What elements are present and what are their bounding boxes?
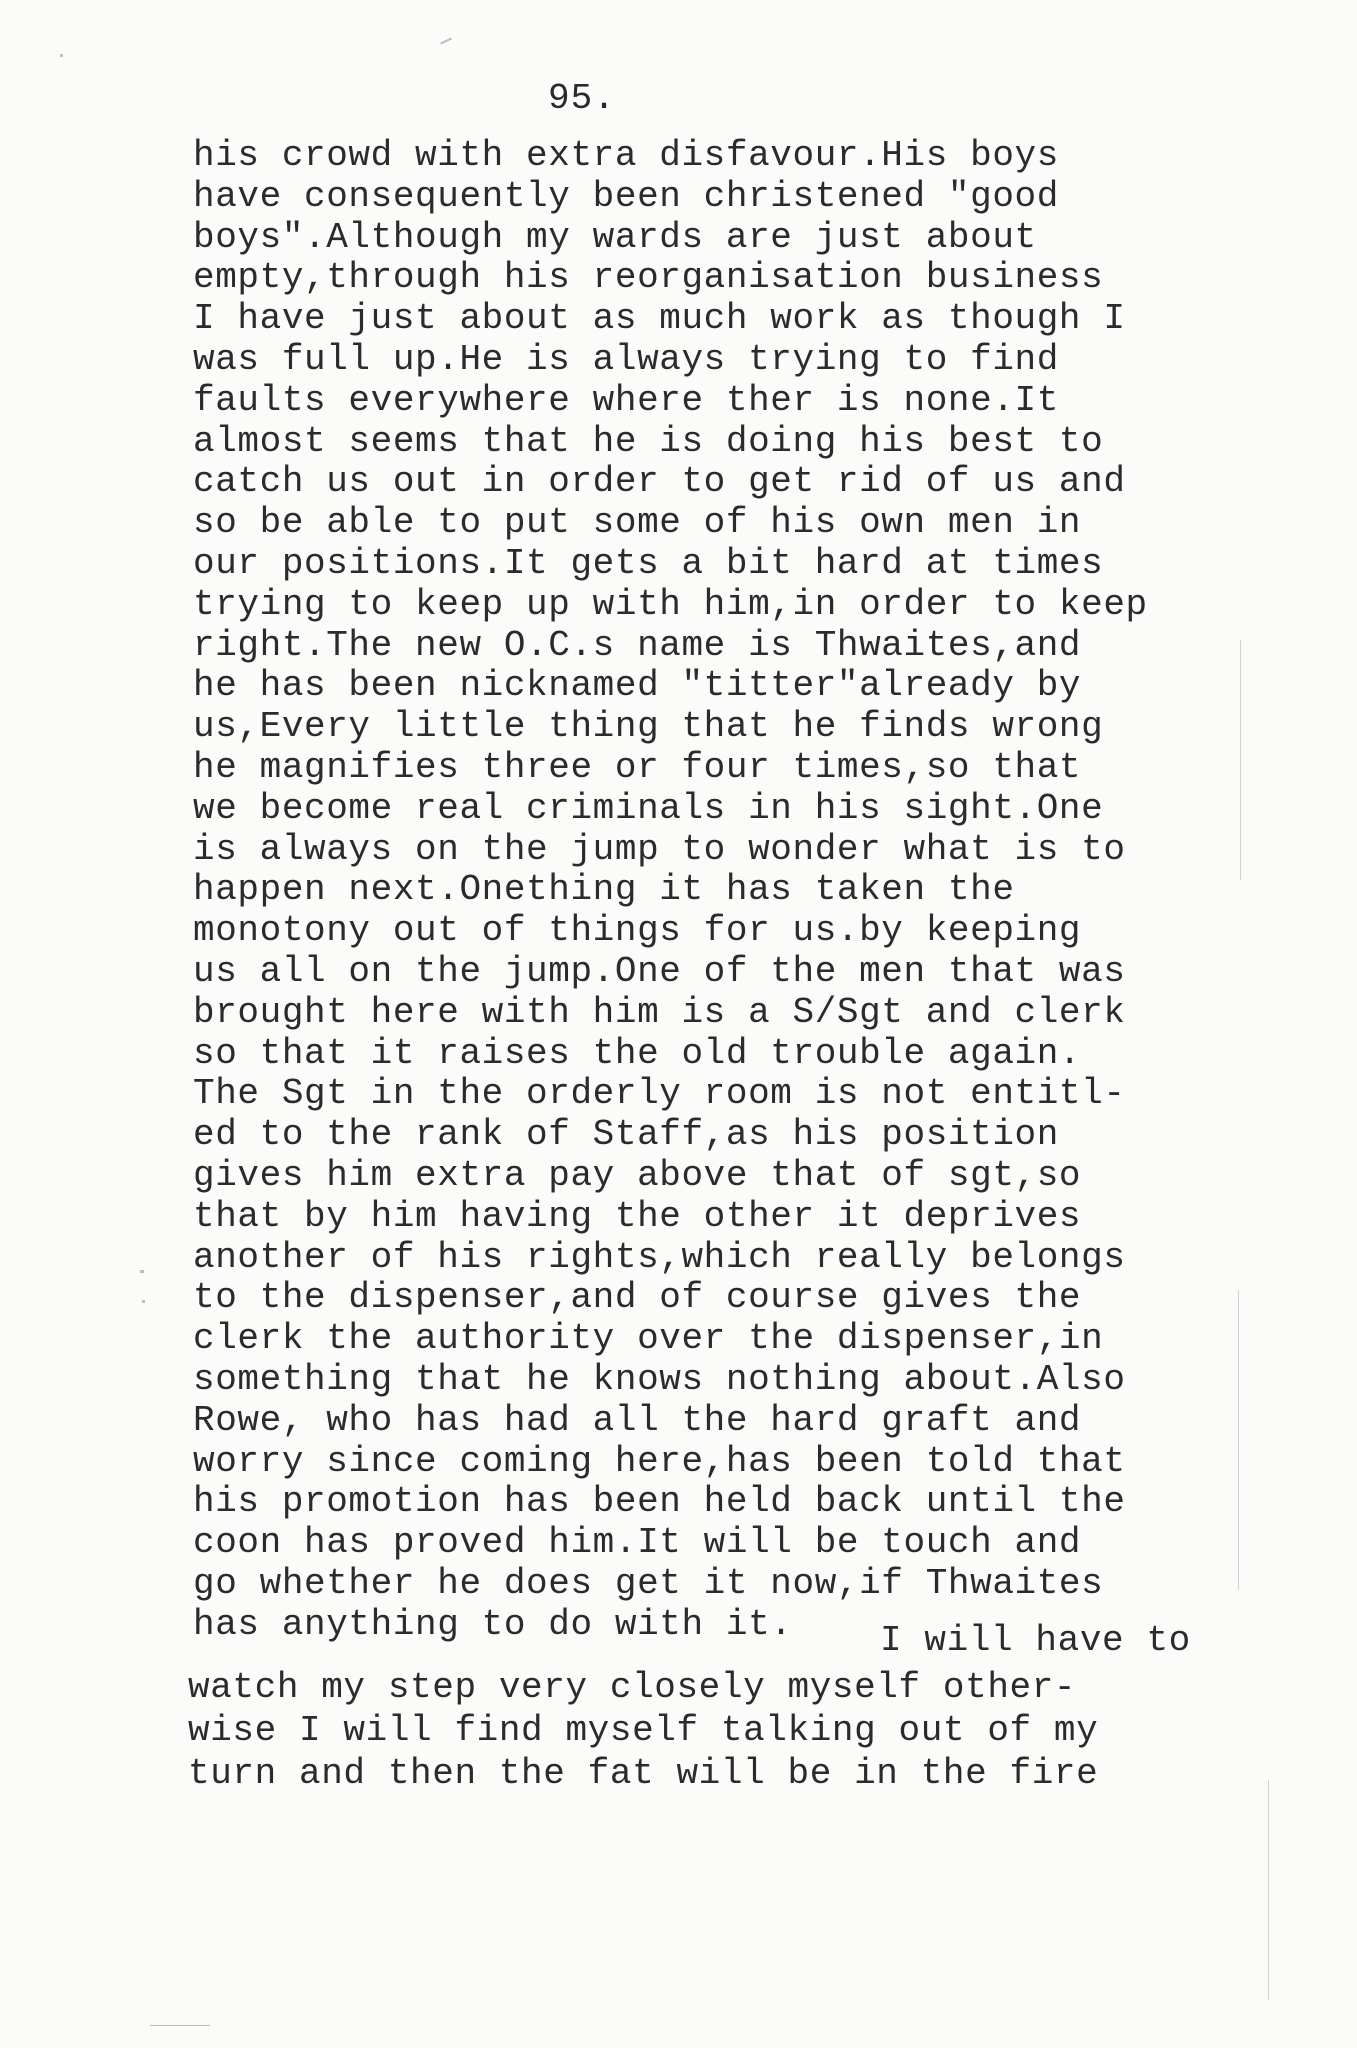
text-line: catch us out in order to get rid of us and — [193, 461, 1126, 503]
scan-speck — [140, 1270, 144, 1273]
text-line: he has been nicknamed "titter"already by — [193, 665, 1082, 707]
text-line: I have just about as much work as though I — [193, 298, 1126, 340]
text-line: faults everywhere where ther is none.It — [193, 379, 1059, 421]
text-line: Rowe, who has had all the hard graft and — [193, 1399, 1082, 1441]
text-line: so be able to put some of his own men in — [193, 502, 1082, 544]
text-line: has anything to do with it. — [193, 1603, 793, 1645]
text-line: us all on the jump.One of the men that was — [193, 950, 1126, 992]
text-line: our positions.It gets a bit hard at times — [193, 542, 1104, 584]
text-line: that by him having the other it deprives — [193, 1195, 1082, 1237]
text-line: us,Every little thing that he finds wrong — [193, 706, 1104, 748]
typed-text-tail — [188, 1666, 1328, 1795]
text-line: empty,through his reorganisation business — [193, 257, 1104, 299]
text-line: almost seems that he is doing his best to — [193, 420, 1104, 462]
scan-speck — [142, 1300, 145, 1303]
scan-speck — [60, 54, 63, 57]
text-line: right.The new O.C.s name is Thwaites,and — [193, 624, 1082, 666]
text-line: The Sgt in the orderly room is not entitl- — [193, 1073, 1126, 1115]
text-line: gives him extra pay above that of sgt,so — [193, 1154, 1082, 1196]
text-line-continuation: I will have to — [880, 1620, 1191, 1661]
text-line: ed to the rank of Staff,as his position — [193, 1114, 1059, 1156]
text-line: wise I will find myself talking out of my — [188, 1710, 1099, 1751]
text-line: clerk the authority over the dispenser,in — [193, 1318, 1104, 1360]
text-line: something that he knows nothing about.Also — [193, 1358, 1126, 1400]
text-line: so that it raises the old trouble again. — [193, 1032, 1082, 1074]
text-line: monotony out of things for us.by keeping — [193, 910, 1082, 952]
text-line: is always on the jump to wonder what is to — [193, 828, 1126, 870]
text-line: worry since coming here,has been told that — [193, 1440, 1126, 1482]
scan-speck — [150, 2025, 210, 2026]
page-edge-line — [1268, 1780, 1269, 2000]
text-line: was full up.He is always trying to find — [193, 338, 1059, 380]
text-line: turn and then the fat will be in the fire — [188, 1753, 1099, 1794]
text-line: happen next.Onething it has taken the — [193, 869, 1015, 911]
text-line: trying to keep up with him,in order to keep — [193, 583, 1148, 625]
text-line: his crowd with extra disfavour.His boys — [193, 135, 1059, 176]
text-line: go whether he does get it now,if Thwaites — [193, 1562, 1104, 1604]
text-line: he magnifies three or four times,so that — [193, 746, 1082, 788]
text-line: to the dispenser,and of course gives the — [193, 1277, 1082, 1319]
text-line: brought here with him is a S/Sgt and clerk — [193, 991, 1126, 1033]
text-line: watch my step very closely myself other- — [188, 1667, 1077, 1708]
text-line: another of his rights,which really belongs — [193, 1236, 1126, 1278]
page-number: 95. — [548, 78, 616, 119]
text-line: coon has proved him.It will be touch and — [193, 1522, 1082, 1564]
scan-speck — [440, 38, 452, 45]
text-line: boys".Although my wards are just about — [193, 216, 1037, 258]
text-line: his promotion has been held back until the — [193, 1481, 1126, 1523]
text-line: have consequently been christened "good — [193, 175, 1059, 217]
text-line: we become real criminals in his sight.One — [193, 787, 1104, 829]
typed-text-body — [193, 136, 1333, 1645]
